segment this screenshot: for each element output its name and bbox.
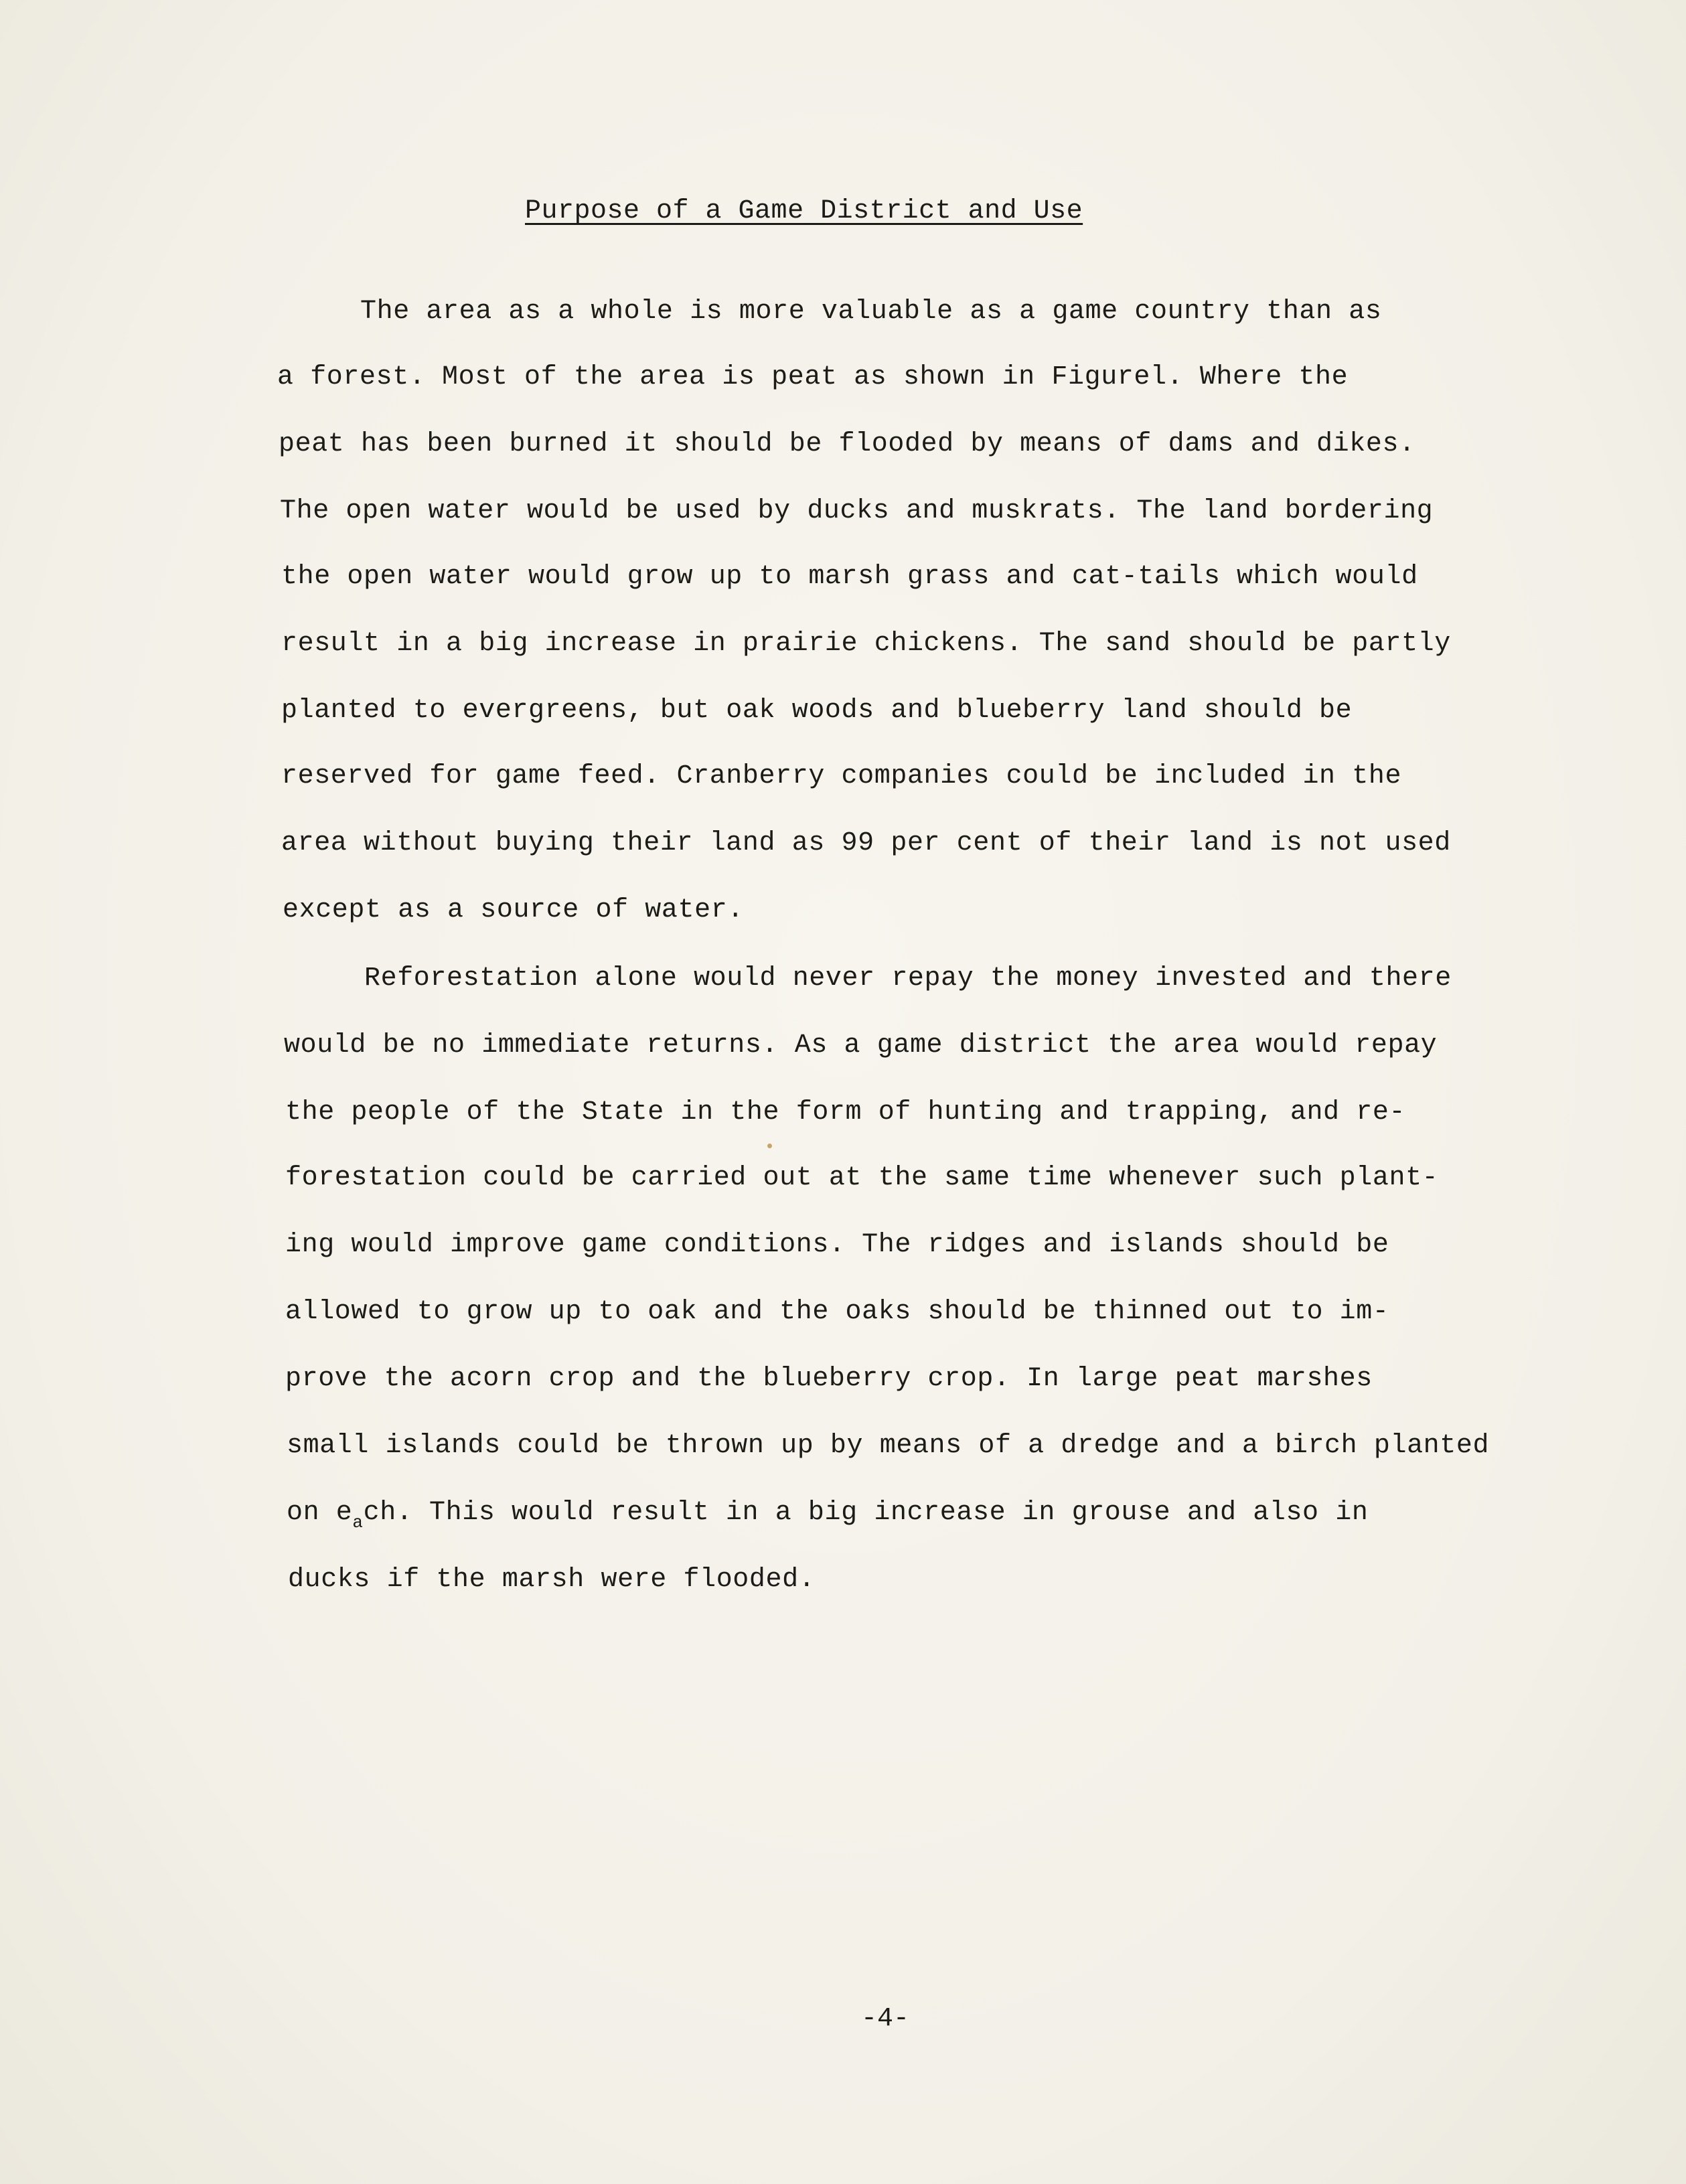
paragraph-1-line-9: area without buying their land as 99 per cent of their land is not used (281, 828, 1451, 858)
paragraph-1-line-6: result in a big increase in prairie chickens. The sand should be partly (281, 629, 1451, 659)
paragraph-1-line-3: peat has been burned it should be flooded by means of dams and dikes. (279, 429, 1415, 459)
paragraph-1-line-2: a forest. Most of the area is peat as shown in Figurel. Where the (277, 362, 1349, 392)
paragraph-2-line-2: would be no immediate returns. As a game district the area would repay (284, 1030, 1438, 1061)
paragraph-1-line-1: The area as a whole is more valuable as a game country than as (360, 297, 1382, 327)
paragraph-2-line-5: ing would improve game conditions. The ridges and islands should be (285, 1230, 1389, 1260)
paragraph-1-line-5: the open water would grow up to marsh grass and cat-tails which would (281, 562, 1418, 592)
paragraph-2-line-8: small islands could be thrown up by means of a dredge and a birch planted (287, 1431, 1490, 1461)
paragraph-1-line-8: reserved for game feed. Cranberry companies could be included in the (281, 761, 1402, 791)
line-suffix: ch. This would result in a big increase in grouse and also in (363, 1498, 1369, 1528)
line-subscript: a (352, 1512, 364, 1533)
paragraph-2-line-1: Reforestation alone would never repay the money invested and there (364, 963, 1452, 994)
paragraph-1-line-10: except as a source of water. (283, 895, 744, 925)
paragraph-1-line-7: planted to evergreens, but oak woods and blueberry land should be (281, 696, 1353, 726)
line-prefix: on e (287, 1498, 353, 1528)
paragraph-2-line-9 (287, 1493, 1368, 1543)
paragraph-2-line-6: allowed to grow up to oak and the oaks should be thinned out to im- (285, 1297, 1389, 1327)
page-number: -4- (861, 2004, 910, 2034)
paragraph-2-line-3: the people of the State in the form of hunting and trapping, and re- (285, 1097, 1406, 1127)
paper-speck (767, 1144, 772, 1148)
paragraph-2-line-10: ducks if the marsh were flooded. (288, 1565, 816, 1595)
paragraph-2-line-4: forestation could be carried out at the same time whenever such plant- (285, 1163, 1439, 1193)
page-title: Purpose of a Game District and Use (525, 196, 1083, 226)
paragraph-1-line-4: The open water would be used by ducks and muskrats. The land bordering (280, 496, 1434, 526)
paragraph-2-line-7: prove the acorn crop and the blueberry crop. In large peat marshes (285, 1364, 1373, 1394)
